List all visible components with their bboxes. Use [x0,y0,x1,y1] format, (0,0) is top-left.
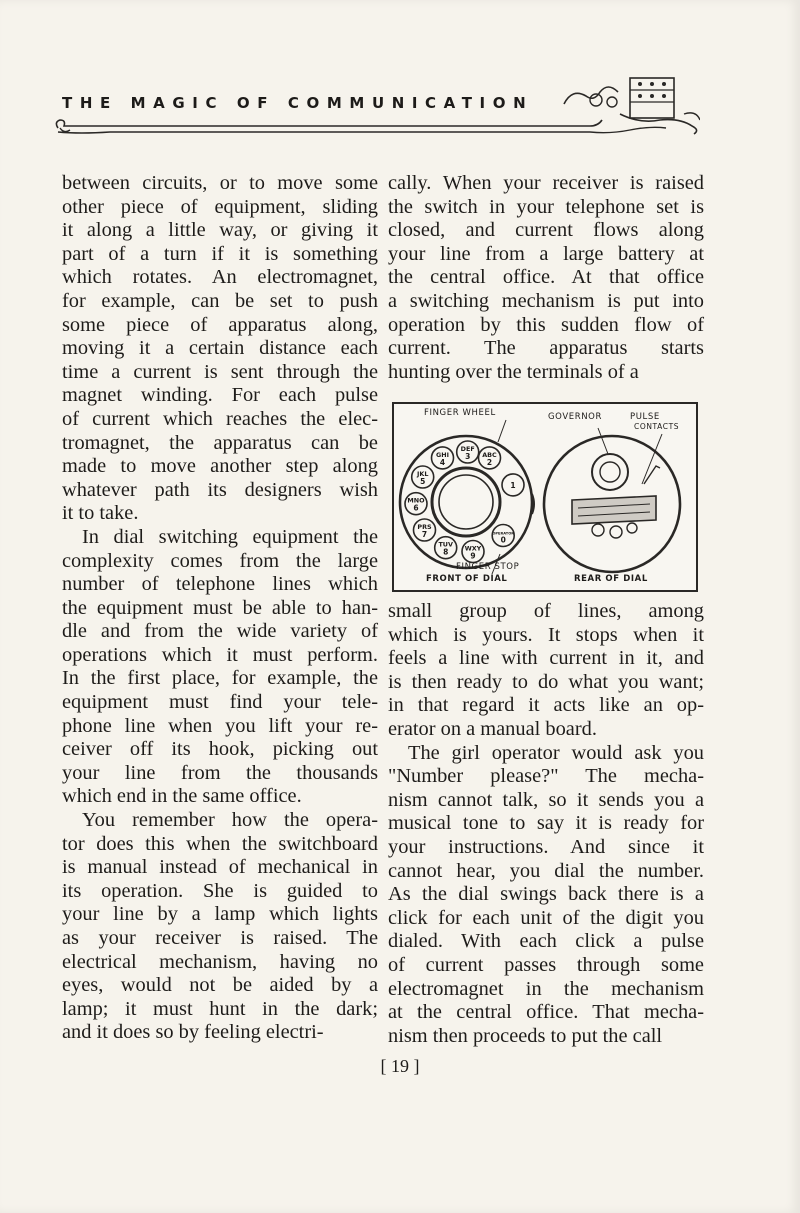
front-dial-drawing [400,420,534,574]
text-line: it to take. [62,502,139,525]
dial-hole-digit: 4 [439,457,446,467]
text-line: complexity comes from the large [62,549,378,572]
text-line: eyes, would not be aided by a [62,974,378,997]
dial-hole-digit: 9 [470,551,476,561]
text-line: for example, can be set to push [62,289,378,312]
dial-hole-letters: GHI [436,450,449,459]
dial-hole-letters: DEF [460,445,475,453]
text-line: your instructions. And since it [388,835,704,858]
right-column-bottom [388,600,704,1048]
text-line: hunting over the terminals of a [388,360,639,383]
text-line: In dial switching equipment the [82,525,378,548]
dial-figure [392,402,698,592]
text-line: a switching mechanism is put into [388,289,704,312]
text-line: operation by this sudden flow of [388,313,704,336]
dial-hole-letters: WXY [464,544,482,553]
dial-hole-letters: TUV [438,540,453,549]
text-line: As the dial swings back there is a [388,883,704,906]
text-line: as your receiver is raised. The [62,927,378,949]
label-front-of-dial: FRONT OF DIAL [426,574,508,584]
text-line: moving it a certain distance each [62,337,378,360]
label-contacts: CONTACTS [634,422,680,431]
text-line: some piece of apparatus along, [62,313,378,336]
dial-hole-digit: 3 [465,452,471,461]
text-line: dialed. With each click a pulse [388,930,704,953]
text-line: The girl operator would ask you [408,741,704,764]
text-line: nism cannot talk, so it sends you a [388,788,704,811]
text-line: lamp; it must hunt in the dark; [62,997,378,1020]
left-column [62,172,378,1045]
right-column-top [388,172,704,384]
text-line: small group of lines, among [388,600,704,622]
text-line: the switch in your telephone set is [388,195,704,218]
text-line: tromagnet, the apparatus can be [62,431,378,454]
text-line: other piece of equipment, sliding [62,195,378,218]
dial-hole-digit: 0 [500,535,506,545]
label-rear-of-dial: REAR OF DIAL [574,574,648,584]
text-line: cannot hear, you dial the number. [388,859,704,882]
text-line: its operation. She is guided to [62,879,378,902]
text-line: equipment must find your tele- [62,691,378,714]
text-line: feels a line with current in it, and [388,647,704,670]
text-line: your line from a large battery at [388,242,704,265]
dial-hole-digit: 8 [443,547,449,557]
text-line: current. The apparatus starts [388,337,704,360]
text-line: musical tone to say it is ready for [388,812,704,835]
dial-hole-letters: PRS [417,523,432,531]
text-line: of current passes through some [388,953,704,976]
text-line: magnet winding. For each pulse [62,384,378,407]
text-line: phone line when you lift your re- [62,714,378,737]
text-line: the equipment must be able to han- [62,596,378,619]
text-line: electrical mechanism, having no [62,950,378,973]
label-finger-stop: FINGER STOP [456,562,520,572]
text-line: made to move another step along [62,455,378,478]
dial-hole-letters: JKL [416,470,429,478]
text-line: part of a turn if it is something [62,242,378,265]
label-governor: GOVERNOR [548,412,602,422]
dial-hole-letters: MNO [407,496,425,505]
dial-hole-digit: 1 [510,480,516,490]
dial-hole-digit: 6 [413,503,419,513]
text-line: closed, and current flows along [388,219,704,242]
text-line: between circuits, or to move some [62,172,378,194]
text-line: cally. When your receiver is raised [388,172,704,194]
label-finger-wheel: FINGER WHEEL [424,408,496,418]
text-line: dle and from the wide variety of [62,620,378,643]
text-line: "Number please?" The mecha- [388,765,704,788]
page-number: [ 19 ] [380,1056,420,1076]
text-line: your line by a lamp which lights [62,903,378,926]
text-line: nism then proceeds to put the call [388,1024,663,1047]
dial-hole-digit: 5 [420,477,426,486]
dial-hole-letters: OPERATOR [492,531,515,536]
dial-illustration [394,404,696,590]
text-line: is manual instead of mechanical in [62,856,378,879]
text-line: erator on a manual board. [388,717,597,740]
text-line: operations which it must perform. [62,643,378,666]
dial-hole-digit: 7 [421,530,428,539]
text-line: number of telephone lines which [62,573,378,596]
text-line: is then ready to do what you want; [388,670,704,693]
text-line: it along a little way, or giving it [62,219,378,242]
text-line: ceiver off its hook, picking out [62,738,378,761]
dial-hole-digit: 2 [486,457,493,467]
text-line: You remember how the opera- [82,809,378,832]
label-pulse: PULSE [630,412,660,422]
text-line: tor does this when the switchboard [62,832,378,855]
rear-dial-drawing [544,428,680,572]
text-line: time a current is sent through the [62,360,378,383]
running-head: THE MAGIC OF COMMUNICATION [62,94,534,112]
dial-hole-letters: ABC [482,450,497,459]
text-line: of current which reaches the elec- [62,407,378,430]
text-line: electromagnet in the mechanism [388,977,704,1000]
text-line: which rotates. An electromagnet, [62,266,378,289]
text-line: which end in the same office. [62,785,302,808]
text-line: your line from the thousands [62,761,378,784]
text-line: whatever path its designers wish [62,478,378,501]
text-line: at the central office. That mecha- [388,1001,704,1024]
text-line: In the first place, for example, the [62,667,378,690]
text-line: which is yours. It stops when it [388,623,704,646]
text-line: and it does so by feeling electri- [62,1021,324,1044]
text-line: in that regard it acts like an op- [388,694,704,717]
text-line: the central office. At that office [388,266,704,289]
text-line: click for each unit of the digit you [388,906,704,929]
